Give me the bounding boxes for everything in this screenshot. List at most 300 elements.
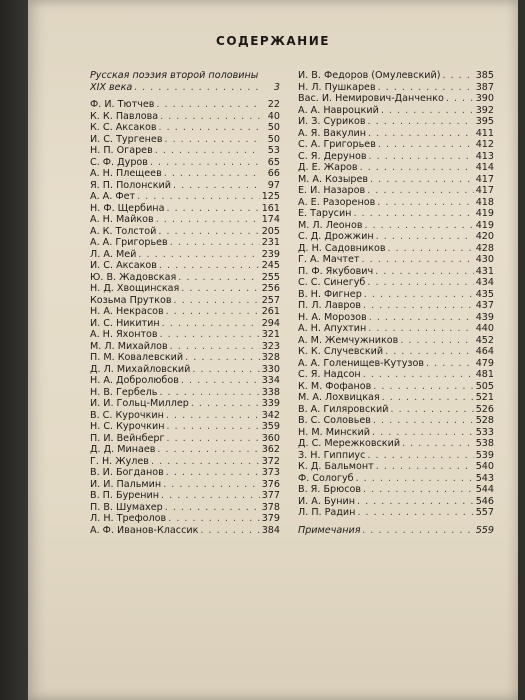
author-name: И. З. Суриков: [298, 116, 366, 127]
author-name: А. Е. Разоренов: [298, 196, 376, 208]
leader-dots: [364, 220, 473, 232]
leader-dots: [376, 461, 474, 473]
toc-entry: [298, 358, 494, 370]
author-name: Д. Д. Минаев: [90, 444, 156, 455]
leader-dots: [167, 433, 260, 445]
toc-entry: [90, 134, 280, 146]
page-number: 546: [475, 495, 494, 507]
author-name: Г. А. Мачтет: [298, 254, 360, 265]
author-name: Н. А. Добролюбов: [90, 375, 179, 386]
author-name: Н. Ф. Щербина: [90, 202, 165, 214]
toc-entry: [90, 260, 280, 272]
page-number: 431: [475, 265, 494, 277]
toc-entry: [90, 272, 280, 284]
toc-entry: [298, 151, 494, 163]
toc-entry: [90, 513, 280, 525]
author-name: В. Н. Фигнер: [298, 288, 362, 300]
author-name: В. С. Соловьев: [298, 415, 371, 426]
toc-entry: [90, 525, 280, 537]
author-name: А. А. Григорьев: [90, 237, 168, 248]
page-number: 414: [475, 162, 494, 173]
page-number: 372: [261, 455, 280, 467]
author-name: А. Я. Вакулин: [298, 127, 366, 139]
leader-dots: [391, 404, 474, 416]
leader-dots: [192, 364, 259, 376]
page-number: 479: [475, 357, 494, 369]
leader-dots: [166, 410, 260, 422]
leader-dots: [164, 134, 260, 146]
page-number: 544: [475, 484, 494, 495]
author-name: Л. А. Мей: [90, 248, 137, 260]
author-name: К. С. Аксаков: [90, 122, 157, 133]
page-number: 385: [475, 70, 494, 81]
author-name: М. А. Козырев: [298, 173, 369, 185]
toc-entry: [90, 145, 280, 157]
toc-entry: [298, 162, 494, 174]
leader-dots: [370, 174, 474, 186]
author-name: В. Я. Брюсов: [298, 484, 361, 495]
author-name: Н. А. Морозов: [298, 311, 367, 323]
toc-entry: [298, 450, 494, 462]
author-name: Козьма Прутков: [90, 294, 172, 306]
page-number: 256: [261, 283, 280, 294]
leader-dots: [159, 387, 259, 399]
toc-entry: [298, 473, 494, 485]
page-number: 481: [475, 369, 494, 380]
author-name: И. С. Тургенев: [90, 133, 163, 145]
page-number: 528: [475, 415, 494, 426]
page-number: 376: [261, 478, 280, 490]
leader-dots: [156, 99, 260, 111]
author-name: К. К. Павлова: [90, 110, 159, 122]
toc-entry: [90, 490, 280, 502]
leader-dots: [368, 128, 474, 140]
page-number: 526: [475, 403, 494, 415]
author-name: Н. Д. Хвощинская: [90, 283, 180, 294]
toc-entry: [298, 369, 494, 381]
toc-entry: [90, 364, 280, 376]
page-number: 339: [261, 398, 280, 409]
toc-entry: [298, 300, 494, 312]
page-number: 125: [261, 191, 280, 202]
toc-entry: [298, 323, 494, 335]
page-number: 411: [475, 127, 494, 139]
leader-dots: [382, 392, 474, 404]
author-name: Н. П. Огарев: [90, 145, 153, 156]
toc-entry: [90, 318, 280, 330]
page-number: 392: [475, 104, 494, 116]
author-name: И. С. Никитин: [90, 317, 160, 329]
page-number: 231: [261, 237, 280, 248]
page-number: 428: [475, 242, 494, 254]
author-name: В. С. Курочкин: [90, 409, 164, 421]
toc-entry: [298, 243, 494, 255]
leader-dots: [385, 346, 474, 358]
leader-dots: [150, 157, 260, 169]
author-name: Ф. И. Тютчев: [90, 99, 155, 110]
toc-entry: [298, 484, 494, 496]
leader-dots: [375, 266, 474, 278]
leader-dots: [363, 525, 474, 537]
leader-dots: [368, 116, 474, 128]
toc-entry: [90, 180, 280, 192]
toc-entry: [298, 174, 494, 186]
page-number: 65: [267, 156, 280, 168]
author-name: Н. В. Гербель: [90, 386, 158, 398]
right-entries: [298, 70, 494, 519]
author-name: А. К. Толстой: [90, 225, 157, 237]
author-name: Н. М. Минский: [298, 426, 371, 438]
author-name: К. М. Фофанов: [298, 380, 372, 392]
notes-page-number: 559: [475, 524, 494, 536]
author-name: Е. И. Назаров: [298, 185, 366, 196]
leader-dots: [165, 502, 260, 514]
toc-entry: [90, 249, 280, 261]
toc-entry: [90, 157, 280, 169]
toc-entry: [90, 122, 280, 134]
leader-dots: [381, 105, 474, 117]
page-number: 540: [475, 461, 494, 472]
toc-entry: [298, 128, 494, 140]
toc-entry: [90, 502, 280, 514]
toc-entry: [298, 507, 494, 519]
page-number: 50: [267, 133, 280, 145]
page-number: 377: [261, 490, 280, 501]
author-name: А. Ф. Иванов-Классик: [90, 524, 199, 536]
leader-dots: [363, 369, 474, 381]
leader-dots: [166, 306, 260, 318]
leader-dots: [426, 358, 474, 370]
leader-dots: [402, 438, 474, 450]
toc-entry: [298, 105, 494, 117]
author-name: С. Ф. Дуров: [90, 156, 148, 168]
leader-dots: [357, 496, 474, 508]
author-name: Л. П. Радин: [298, 507, 356, 518]
author-name: П. В. Шумахер: [90, 501, 163, 513]
leader-dots: [157, 444, 259, 456]
toc-entry: [298, 116, 494, 128]
leader-dots: [377, 197, 473, 209]
leader-dots: [400, 335, 473, 347]
author-name: Я. П. Полонский: [90, 179, 171, 191]
leader-dots: [357, 507, 473, 519]
toc-entry: [298, 266, 494, 278]
author-name: А. Н. Майков: [90, 214, 154, 225]
leader-dots: [446, 93, 474, 105]
author-name: П. Л. Лавров: [298, 300, 361, 311]
leader-dots: [185, 352, 260, 364]
toc-entry: [298, 254, 494, 266]
leader-dots: [378, 82, 474, 94]
page-number: 417: [475, 173, 494, 185]
author-name: А. А. Навроцкий: [298, 104, 379, 116]
toc-entry: [90, 479, 280, 491]
author-name: И. И. Гольц-Миллер: [90, 398, 189, 409]
toc-entry: [298, 82, 494, 94]
author-name: М. Л. Леонов: [298, 219, 363, 231]
leader-dots: [167, 421, 260, 433]
toc-entry: [90, 283, 280, 295]
toc-entry: [298, 231, 494, 243]
toc-entry: [298, 208, 494, 220]
toc-entry: [298, 185, 494, 197]
page-number: 434: [475, 277, 494, 288]
page-number: 419: [475, 219, 494, 231]
toc-entry: [90, 341, 280, 353]
leader-dots: [372, 427, 474, 439]
page-number: 430: [475, 254, 494, 265]
leader-dots: [373, 381, 473, 393]
toc-entry: [90, 237, 280, 249]
page-number: 359: [261, 421, 280, 432]
intro-entry: [90, 82, 280, 94]
toc-entry: [90, 226, 280, 238]
page-number: 205: [261, 225, 280, 237]
page-number: 373: [261, 467, 280, 478]
toc-entry: [90, 467, 280, 479]
author-name: Н. Л. Пушкарев: [298, 81, 376, 93]
author-name: А. Н. Плещеев: [90, 168, 162, 179]
page-number: 174: [261, 214, 280, 225]
toc-entry: [90, 306, 280, 318]
page-number: 420: [475, 231, 494, 242]
leader-dots: [200, 525, 259, 537]
author-name: С. Я. Надсон: [298, 369, 361, 380]
toc-entry: [90, 433, 280, 445]
toc-entry: [298, 70, 494, 82]
author-name: Е. Тарусин: [298, 208, 352, 219]
author-name: Л. Н. Трефолов: [90, 513, 167, 524]
leader-dots: [134, 82, 260, 94]
page-number: 334: [261, 375, 280, 386]
page-number: 387: [475, 81, 494, 93]
author-name: Д. С. Мережковский: [298, 438, 401, 449]
leader-dots: [367, 185, 474, 197]
author-name: Н. С. Курочкин: [90, 421, 165, 432]
leader-dots: [162, 318, 260, 330]
toc-entry: [298, 93, 494, 105]
toc-entry: [298, 427, 494, 439]
page-number: 50: [267, 122, 280, 133]
page-number: 323: [261, 340, 280, 352]
page-number: 452: [475, 334, 494, 346]
author-name: Ф. Сологуб: [298, 472, 354, 484]
author-name: И. В. Федоров (Омулевский): [298, 70, 441, 81]
author-name: И. С. Аксаков: [90, 260, 157, 271]
author-name: И. А. Бунин: [298, 495, 355, 507]
page-title: СОДЕРЖАНИЕ: [216, 34, 330, 48]
page-number: 66: [267, 168, 280, 179]
page-number: 379: [261, 513, 280, 524]
toc-entry: [90, 329, 280, 341]
toc-entry: [298, 312, 494, 324]
page-number: 435: [475, 288, 494, 300]
notes-label: Примечания: [298, 524, 361, 536]
author-name: В. А. Гиляровский: [298, 403, 389, 415]
leader-dots: [181, 283, 259, 295]
author-name: Н. А. Некрасов: [90, 306, 164, 317]
leader-dots: [161, 490, 260, 502]
leader-dots: [173, 180, 260, 192]
leader-dots: [353, 208, 473, 220]
page-number: 390: [475, 93, 494, 104]
author-name: П. Ф. Якубович: [298, 265, 374, 277]
leader-dots: [158, 226, 259, 238]
author-name: М. Л. Михайлов: [90, 340, 168, 352]
page-number: 338: [261, 386, 280, 398]
leader-dots: [138, 249, 259, 261]
leader-dots: [368, 323, 473, 335]
page-number: 245: [261, 260, 280, 271]
page-number: 40: [267, 110, 280, 122]
intro-line-2: XIX века: [90, 81, 133, 93]
toc-entry: [298, 381, 494, 393]
page-number: 419: [475, 208, 494, 219]
page-number: 97: [267, 179, 280, 191]
left-entries: [90, 99, 280, 536]
page-number: 440: [475, 323, 494, 334]
toc-entry: [90, 203, 280, 215]
toc-entry: [90, 375, 280, 387]
leader-dots: [155, 145, 260, 157]
page-number: 505: [475, 380, 494, 392]
toc-entry: [298, 415, 494, 427]
toc-entry: [90, 387, 280, 399]
toc-entry: [90, 99, 280, 111]
page-number: 439: [475, 311, 494, 323]
toc-entry: [298, 335, 494, 347]
leader-dots: [168, 513, 259, 525]
author-name: К. К. Случевский: [298, 346, 384, 357]
toc-entry: [298, 496, 494, 508]
toc-entry: [90, 444, 280, 456]
leader-dots: [174, 295, 260, 307]
author-name: С. Д. Дрожжин: [298, 231, 374, 242]
leader-dots: [373, 415, 474, 427]
notes-entry: [298, 525, 494, 537]
toc-entry: [90, 295, 280, 307]
leader-dots: [356, 473, 474, 485]
toc-entry: [298, 392, 494, 404]
toc-entry: [298, 220, 494, 232]
leader-dots: [160, 111, 260, 123]
author-name: Г. Н. Жулев: [90, 455, 149, 467]
author-name: В. П. Буренин: [90, 490, 160, 501]
author-name: С. С. Синегуб: [298, 277, 366, 288]
author-name: А. А. Голенищев-Кутузов: [298, 357, 425, 369]
toc-entry: [298, 461, 494, 473]
leader-dots: [376, 231, 474, 243]
leader-dots: [364, 289, 474, 301]
leader-dots: [170, 341, 260, 353]
toc-entry: [90, 111, 280, 123]
leader-dots: [159, 122, 260, 134]
page-number: 342: [261, 409, 280, 421]
toc-entry: [298, 404, 494, 416]
author-name: Д. Л. Михайловский: [90, 363, 191, 375]
author-name: Д. Е. Жаров: [298, 162, 358, 173]
page-number: 539: [475, 449, 494, 461]
intro-page-number: 3: [273, 81, 280, 93]
leader-dots: [363, 300, 474, 312]
page-number: 294: [261, 317, 280, 329]
page-number: 417: [475, 185, 494, 196]
author-name: А. М. Жемчужников: [298, 334, 399, 346]
leader-dots: [369, 312, 474, 324]
leader-dots: [378, 139, 474, 151]
toc-entry: [90, 191, 280, 203]
author-name: Д. Н. Садовников: [298, 242, 386, 254]
author-name: А. Н. Яхонтов: [90, 329, 158, 340]
author-name: П. И. Вейнберг: [90, 432, 165, 444]
toc-entry: [90, 214, 280, 226]
author-name: П. М. Ковалевский: [90, 352, 184, 363]
page-number: 538: [475, 438, 494, 449]
toc-entry: [298, 197, 494, 209]
leader-dots: [367, 277, 473, 289]
page-number: 418: [475, 196, 494, 208]
author-name: М. А. Лохвицкая: [298, 392, 380, 403]
left-column: [90, 70, 280, 536]
toc-entry: [298, 277, 494, 289]
page-number: 255: [261, 271, 280, 283]
author-name: З. Н. Гиппиус: [298, 449, 366, 461]
author-name: В. И. Богданов: [90, 467, 164, 478]
page-number: 543: [475, 472, 494, 484]
page-number: 395: [475, 116, 494, 127]
leader-dots: [137, 191, 260, 203]
leader-dots: [163, 479, 260, 491]
author-name: Вас. И. Немирович-Данченко: [298, 93, 444, 104]
page-number: 257: [261, 294, 280, 306]
toc-entry: [298, 139, 494, 151]
toc-entry: [90, 398, 280, 410]
author-name: И. И. Пальмин: [90, 478, 162, 490]
page-number: 161: [261, 202, 280, 214]
page-number: 557: [475, 507, 494, 518]
page-number: 53: [267, 145, 280, 156]
leader-dots: [387, 243, 473, 255]
toc-entry: [90, 456, 280, 468]
toc-entry: [90, 410, 280, 422]
toc-entry: [90, 421, 280, 433]
author-name: А. Н. Апухтин: [298, 323, 367, 334]
table-of-contents-page: [28, 0, 518, 700]
page-number: 412: [475, 139, 494, 150]
leader-dots: [159, 260, 260, 272]
leader-dots: [166, 203, 259, 215]
leader-dots: [164, 168, 260, 180]
page-number: 384: [261, 524, 280, 536]
page-number: 437: [475, 300, 494, 311]
page-number: 378: [261, 501, 280, 513]
leader-dots: [170, 237, 260, 249]
toc-entry: [90, 352, 280, 364]
leader-dots: [166, 467, 260, 479]
page-number: 239: [261, 248, 280, 260]
leader-dots: [442, 70, 473, 82]
leader-dots: [360, 162, 474, 174]
leader-dots: [367, 450, 473, 462]
page-number: 328: [261, 352, 280, 363]
page-number: 362: [261, 444, 280, 455]
leader-dots: [191, 398, 260, 410]
toc-entry: [298, 346, 494, 358]
leader-dots: [151, 456, 260, 468]
leader-dots: [362, 254, 474, 266]
author-name: Ю. В. Жадовская: [90, 271, 177, 283]
author-name: К. Д. Бальмонт: [298, 461, 374, 472]
